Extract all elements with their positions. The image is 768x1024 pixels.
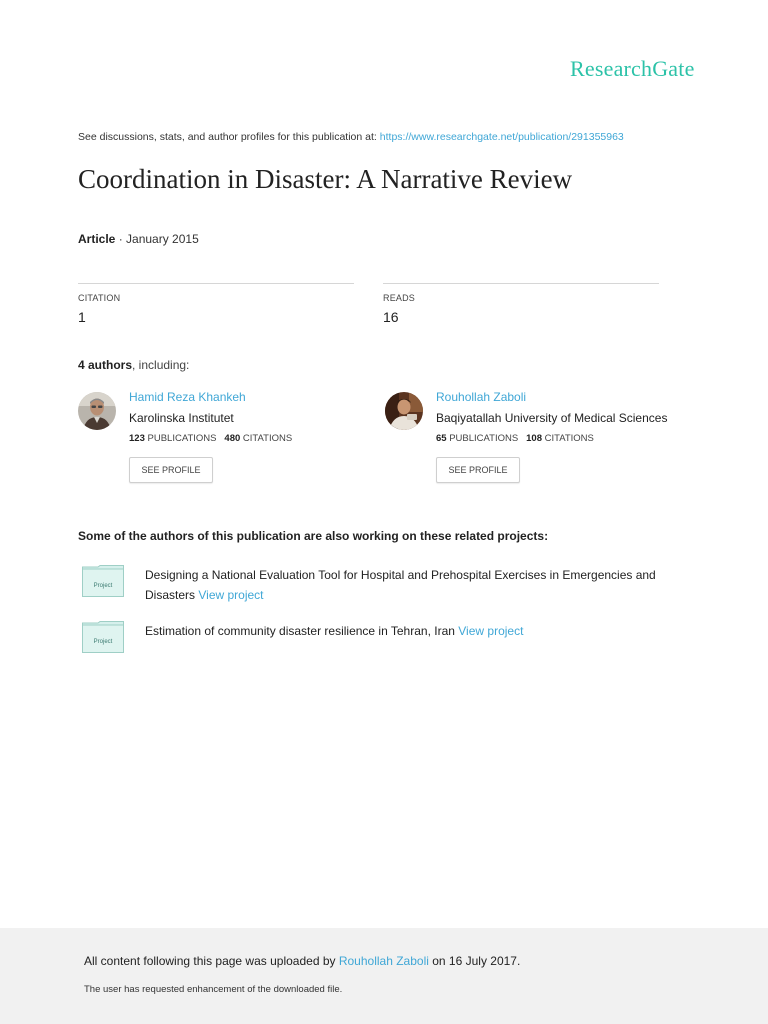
project-folder-icon[interactable] (82, 621, 124, 653)
author-institution: Baqiyatallah University of Medical Sciences (436, 411, 668, 425)
publications-label: PUBLICATIONS (449, 433, 519, 444)
author-card (385, 390, 685, 486)
project-title: Designing a National Evaluation Tool for Hospital and Prehospital Exercises in Emergencies and Disasters (145, 568, 656, 602)
upload-footer (0, 928, 768, 1024)
project-icon-label: Project (93, 583, 113, 589)
authors-suffix: , including: (132, 358, 190, 372)
author-card (78, 390, 378, 486)
citation-value: 1 (78, 309, 86, 325)
view-project-link[interactable]: View project (458, 624, 524, 638)
author-avatar[interactable] (78, 392, 116, 430)
reads-stat (383, 283, 659, 325)
publications-label: PUBLICATIONS (147, 433, 217, 444)
publications-count: 65 (436, 433, 447, 444)
author-name-link[interactable]: Hamid Reza Khankeh (129, 390, 246, 404)
citation-stat (78, 283, 354, 325)
publication-title: Coordination in Disaster: A Narrative Review (78, 164, 573, 194)
authors-count: 4 authors (78, 358, 133, 372)
reads-value: 16 (383, 309, 399, 325)
uploader-link[interactable]: Rouhollah Zaboli (338, 954, 429, 968)
meta-separator: · (115, 232, 127, 246)
intro-line (78, 131, 624, 143)
project-folder-icon[interactable] (82, 565, 124, 597)
author-counts (129, 433, 292, 444)
citations-count: 108 (526, 433, 542, 444)
author-name-link[interactable]: Rouhollah Zaboli (436, 390, 527, 404)
related-projects-heading: Some of the authors of this publication are also working on these related projects: (78, 529, 549, 543)
publication-type: Article (78, 232, 116, 246)
enhancement-note: The user has requested enhancement of the downloaded file. (84, 984, 343, 995)
upload-info (84, 954, 520, 968)
publication-meta (78, 232, 199, 246)
author-avatar[interactable] (385, 392, 423, 430)
author-photo-icon (385, 392, 423, 430)
upload-suffix: on 16 July 2017. (432, 954, 521, 968)
publications-count: 123 (129, 433, 145, 444)
publication-date: January 2015 (126, 232, 199, 246)
author-photo-icon (78, 392, 116, 430)
citations-label: CITATIONS (544, 433, 594, 444)
researchgate-logo[interactable]: ResearchGate (570, 56, 695, 81)
citations-count: 480 (224, 433, 241, 444)
project-description (145, 565, 680, 605)
see-profile-button[interactable]: SEE PROFILE (129, 457, 213, 483)
author-institution: Karolinska Institutet (129, 411, 234, 425)
project-description (145, 621, 680, 641)
citations-label: CITATIONS (242, 433, 293, 444)
see-profile-button[interactable]: SEE PROFILE (436, 457, 520, 483)
upload-prefix: All content following this page was uploaded by (84, 954, 336, 968)
project-title: Estimation of community disaster resilience in Tehran, Iran (145, 624, 455, 638)
citation-label: CITATION (78, 293, 121, 303)
authors-heading (78, 358, 189, 372)
reads-label: READS (383, 293, 416, 303)
publication-url-link[interactable]: https://www.researchgate.net/publication/291355963 (379, 131, 624, 143)
project-icon-label: Project (93, 639, 113, 645)
view-project-link[interactable]: View project (198, 588, 264, 602)
intro-text: See discussions, stats, and author profiles for this publication at: (78, 131, 377, 143)
author-counts (436, 433, 594, 444)
